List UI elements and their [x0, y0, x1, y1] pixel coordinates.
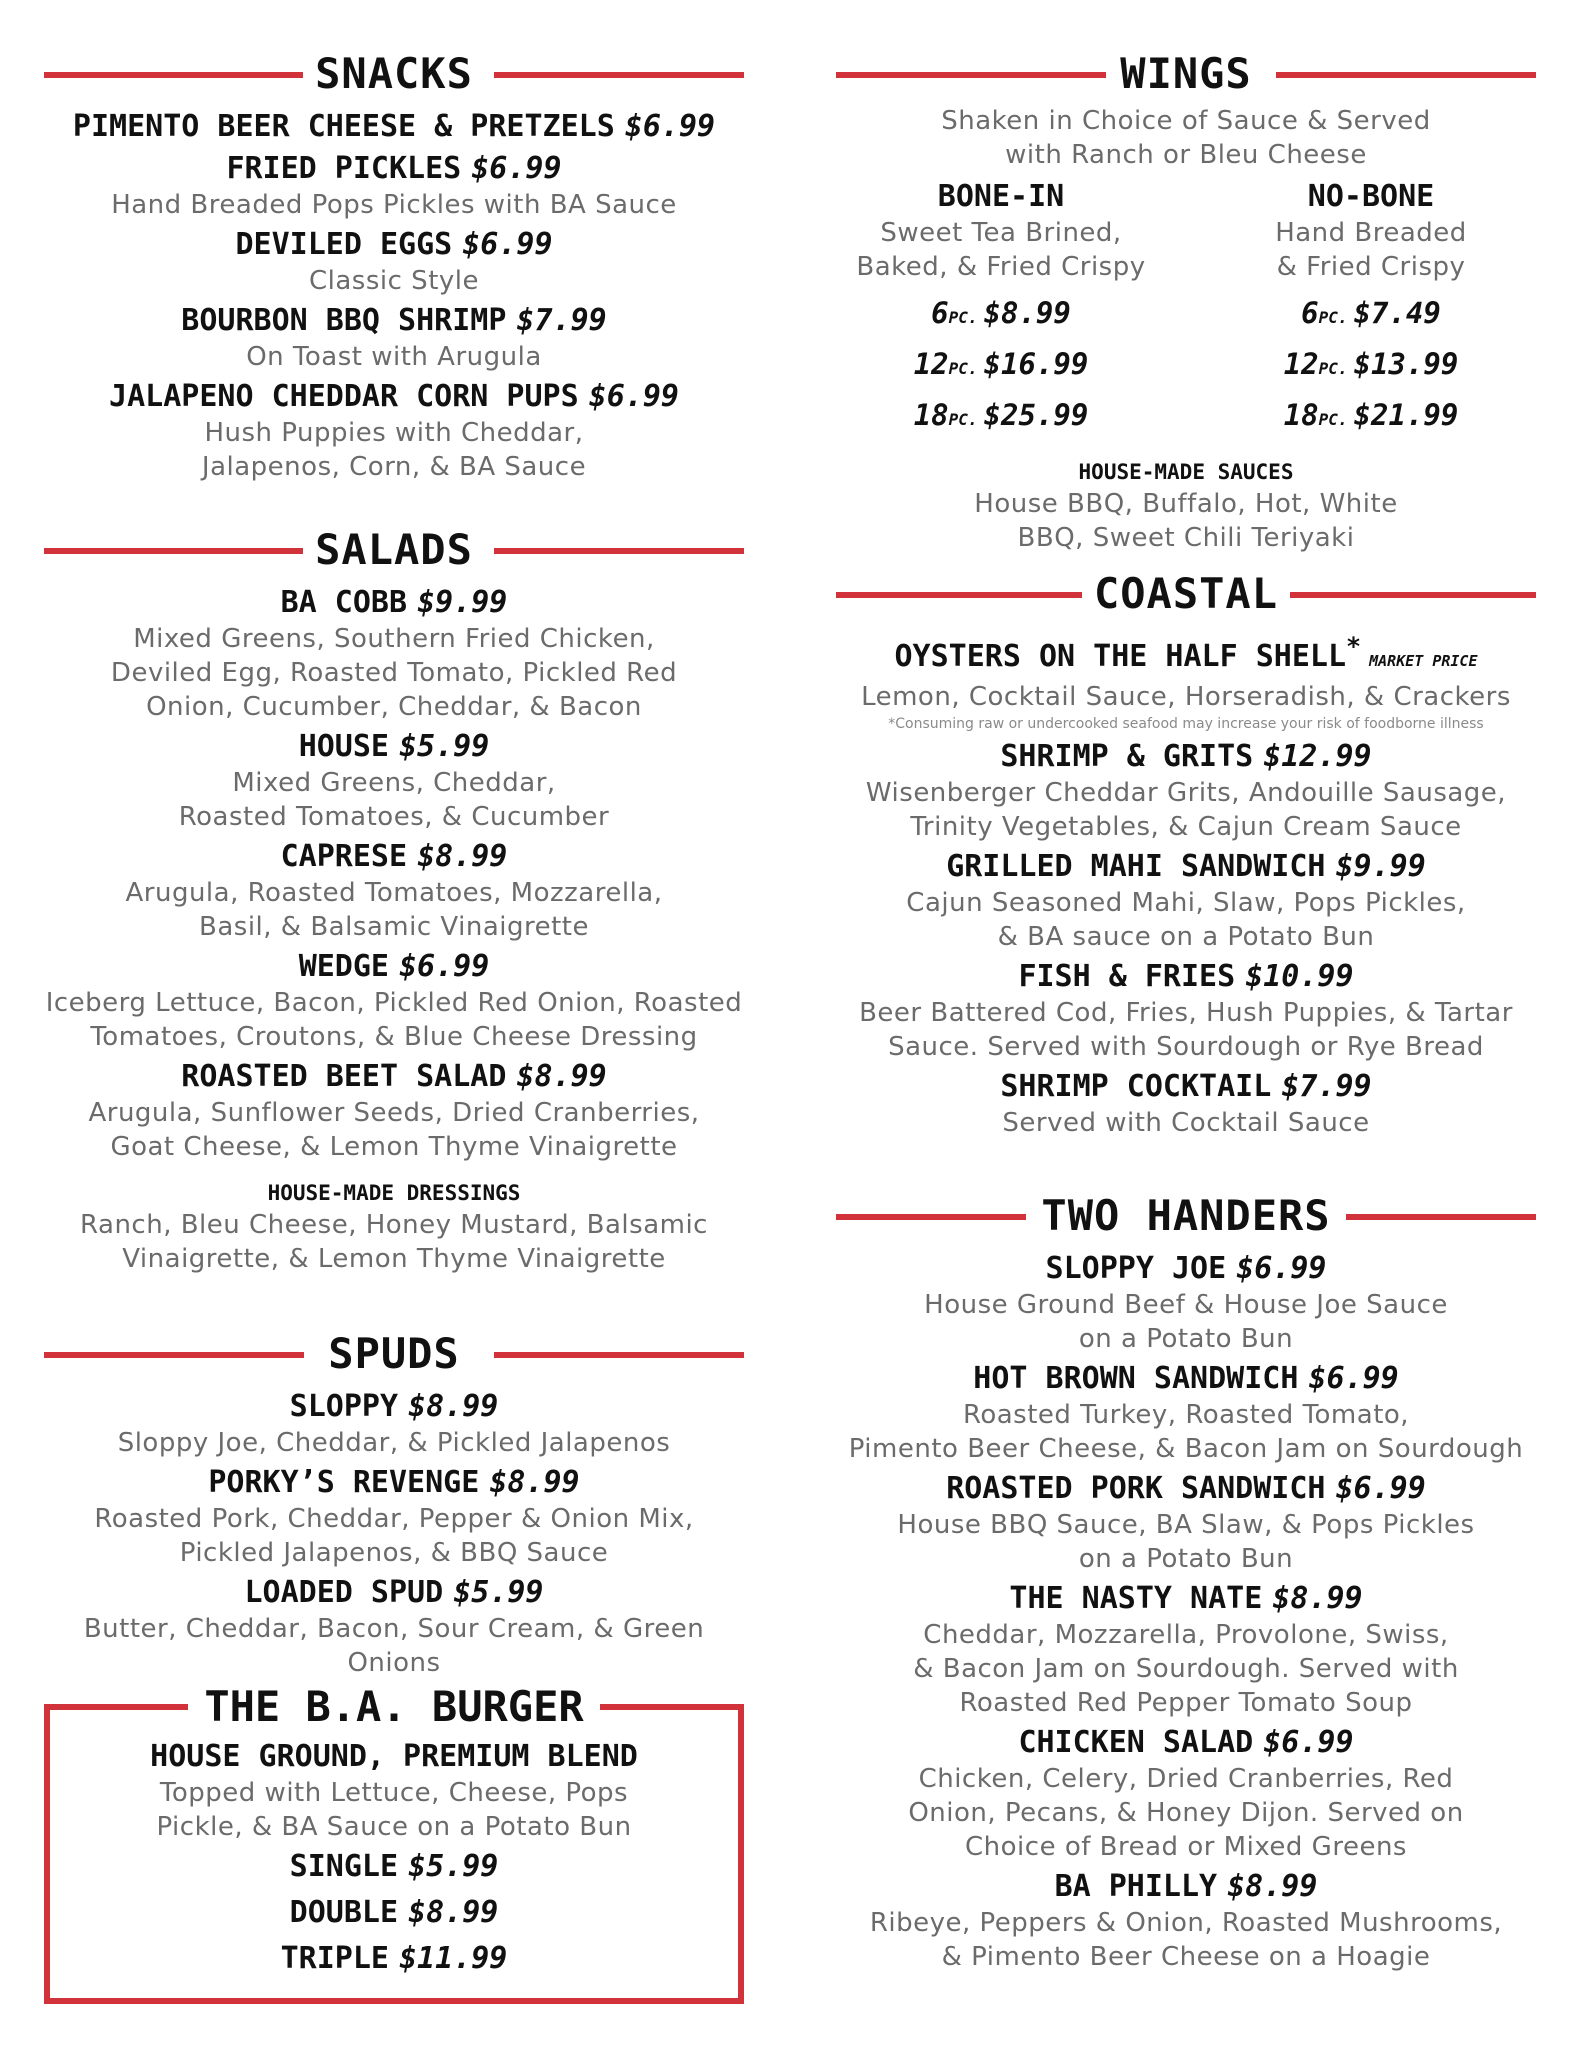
wings-title: WINGS [1108, 44, 1263, 104]
piece-unit: PC. [1318, 359, 1348, 378]
item-description: Sauce. Served with Sourdough or Rye Bread [888, 1032, 1484, 1062]
item-description: Classic Style [309, 266, 479, 296]
item-description: Arugula, Roasted Tomatoes, Mozzarella, [125, 878, 663, 908]
item-name: GRILLED MAHI SANDWICH [946, 849, 1326, 884]
header-rule-left [836, 72, 1106, 78]
item-description: Cajun Seasoned Mahi, Slaw, Pops Pickles, [906, 888, 1466, 918]
two-handers-title: TWO HANDERS [1029, 1186, 1342, 1246]
wings-intro: Shaken in Choice of Sauce & Served [941, 106, 1431, 136]
piece-count: 12 [1283, 347, 1319, 381]
piece-count: 18 [1283, 398, 1319, 432]
dressings-title: HOUSE-MADE DRESSINGS [267, 1181, 521, 1205]
menu-item [44, 584, 744, 724]
size-price: $11.99 [399, 1941, 508, 1976]
burger-description: Pickle, & BA Sauce on a Potato Bun [156, 1812, 632, 1842]
item-name: OYSTERS ON THE HALF SHELL [894, 639, 1347, 674]
item-description: Iceberg Lettuce, Bacon, Pickled Red Onion, Roasted [45, 988, 743, 1018]
item-name: THE NASTY NATE [1009, 1581, 1263, 1616]
menu-item [836, 848, 1536, 954]
item-name: CAPRESE [280, 839, 408, 874]
item-price: $12.99 [1263, 739, 1372, 774]
item-name: SHRIMP & GRITS [1000, 739, 1254, 774]
item-name: SHRIMP COCKTAIL [1000, 1069, 1272, 1104]
item-name: PIMENTO BEER CHEESE & PRETZELS [72, 109, 615, 144]
menu-item [44, 1464, 744, 1570]
bone-in-column [836, 178, 1166, 443]
menu-item [44, 728, 744, 834]
header-rule-left [44, 72, 304, 78]
burger-subtitle: HOUSE GROUND, PREMIUM BLEND [150, 1739, 638, 1774]
item-description: Mixed Greens, Southern Fried Chicken, [133, 624, 655, 654]
item-description: Roasted Pork, Cheddar, Pepper & Onion Mix, [94, 1504, 694, 1534]
header-rule-left [44, 1352, 304, 1358]
item-description: Wisenberger Cheddar Grits, Andouille Sausage, [865, 778, 1507, 808]
menu-item [44, 1574, 744, 1680]
item-name: CHICKEN SALAD [1018, 1725, 1254, 1760]
spuds-header [44, 1324, 744, 1384]
menu-item [44, 1388, 744, 1460]
item-price: $8.99 [408, 1389, 499, 1424]
item-name: FRIED PICKLES [226, 151, 462, 186]
menu-item [836, 1068, 1536, 1140]
item-description: Butter, Cheddar, Bacon, Sour Cream, & Green Onions [83, 1614, 705, 1678]
header-rule-right [1346, 1214, 1536, 1220]
item-name: SLOPPY [289, 1389, 399, 1424]
item-description: Deviled Egg, Roasted Tomato, Pickled Red [110, 658, 678, 688]
menu-item [836, 1250, 1536, 1356]
burger-size-single [44, 1844, 744, 1890]
no-bone-title: NO-BONE [1307, 179, 1435, 214]
menu-item [836, 738, 1536, 844]
item-price: $8.99 [1227, 1869, 1318, 1904]
header-rule-left [836, 1214, 1026, 1220]
item-description: Pickled Jalapenos, & BBQ Sauce [179, 1538, 609, 1568]
item-name: PORKY’S REVENGE [208, 1465, 480, 1500]
item-description: & BA sauce on a Potato Bun [997, 922, 1375, 952]
menu-item [836, 1580, 1536, 1720]
item-price: $6.99 [624, 109, 716, 144]
two-handers-section [836, 1186, 1536, 1974]
item-description: On Toast with Arugula [246, 342, 542, 372]
coastal-header [836, 564, 1536, 624]
item-name: DEVILED EGGS [235, 227, 453, 262]
piece-count: 6 [1301, 296, 1319, 330]
item-name: HOUSE [298, 729, 389, 764]
size-price: $16.99 [983, 347, 1089, 381]
item-description: Served with Cocktail Sauce [1002, 1108, 1370, 1138]
item-description: & Bacon Jam on Sourdough. Served with [913, 1654, 1459, 1684]
wing-size-row [836, 341, 1166, 392]
market-price-label: MARKET PRICE [1369, 652, 1478, 670]
item-description: Cheddar, Mozzarella, Provolone, Swiss, [923, 1620, 1449, 1650]
dressings-list: Ranch, Bleu Cheese, Honey Mustard, Balsamic [80, 1210, 708, 1240]
burger-header [44, 1680, 744, 1734]
piece-count: 18 [913, 398, 949, 432]
item-description: on a Potato Bun [1078, 1544, 1294, 1574]
item-price: $8.99 [417, 839, 508, 874]
size-price: $25.99 [983, 398, 1089, 432]
burger-title: THE B.A. BURGER [188, 1680, 599, 1734]
snacks-section [44, 44, 744, 484]
item-description: Ribeye, Peppers & Onion, Roasted Mushrooms, [869, 1908, 1503, 1938]
item-description: Onion, Cucumber, Cheddar, & Bacon [146, 692, 642, 722]
item-description: Pimento Beer Cheese, & Bacon Jam on Sourdough [848, 1434, 1524, 1464]
item-price: $8.99 [1272, 1581, 1363, 1616]
bone-in-description: Sweet Tea Brined, [880, 218, 1122, 248]
item-price: $6.99 [1236, 1251, 1327, 1286]
size-price: $21.99 [1353, 398, 1459, 432]
item-price: $6.99 [399, 949, 490, 984]
coastal-title: COASTAL [1082, 564, 1290, 624]
spuds-section [44, 1324, 744, 1680]
two-handers-header [836, 1186, 1536, 1246]
wings-intro: with Ranch or Bleu Cheese [1005, 140, 1367, 170]
menu-item [836, 1360, 1536, 1466]
item-description: Tomatoes, Croutons, & Blue Cheese Dressing [90, 1022, 698, 1052]
menu-item [836, 958, 1536, 1064]
item-description: Mixed Greens, Cheddar, [232, 768, 556, 798]
item-price: $5.99 [399, 729, 490, 764]
size-price: $8.99 [983, 296, 1071, 330]
item-price: $7.99 [516, 303, 607, 338]
header-rule-right [1276, 592, 1536, 598]
wing-size-row [1206, 290, 1536, 341]
item-description: Goat Cheese, & Lemon Thyme Vinaigrette [110, 1132, 678, 1162]
size-name: DOUBLE [289, 1895, 399, 1930]
item-name: ROASTED BEET SALAD [181, 1059, 507, 1094]
item-price: $8.99 [516, 1059, 607, 1094]
menu-item [836, 1724, 1536, 1864]
sauces-list: House BBQ, Buffalo, Hot, White [974, 489, 1398, 519]
item-name: WEDGE [298, 949, 389, 984]
coastal-section [836, 564, 1536, 1140]
item-price: $9.99 [417, 585, 508, 620]
wing-size-row [1206, 341, 1536, 392]
item-price: $6.99 [1263, 1725, 1354, 1760]
item-description: Roasted Red Pepper Tomato Soup [959, 1688, 1413, 1718]
item-description: Chicken, Celery, Dried Cranberries, Red [918, 1764, 1454, 1794]
menu-item [44, 838, 744, 944]
header-rule-right [1276, 72, 1536, 78]
bone-in-description: Baked, & Fried Crispy [856, 252, 1146, 282]
item-description: on a Potato Bun [1078, 1324, 1294, 1354]
item-price: $6.99 [1308, 1361, 1399, 1396]
spuds-title: SPUDS [316, 1324, 471, 1384]
wings-section [836, 44, 1536, 555]
menu-item [44, 150, 744, 222]
header-rule-left [44, 548, 304, 554]
no-bone-description: & Fried Crispy [1276, 252, 1466, 282]
piece-unit: PC. [1318, 308, 1348, 327]
salads-title: SALADS [303, 520, 485, 580]
item-name: BOURBON BBQ SHRIMP [181, 303, 507, 338]
item-name: BA PHILLY [1054, 1869, 1218, 1904]
menu-item [836, 1470, 1536, 1576]
size-price: $8.99 [408, 1895, 499, 1930]
size-price: $13.99 [1353, 347, 1459, 381]
item-description: Sloppy Joe, Cheddar, & Pickled Jalapenos [117, 1428, 671, 1458]
menu-item-oysters [836, 628, 1536, 734]
sauces-title: HOUSE-MADE SAUCES [1078, 460, 1294, 484]
no-bone-column [1206, 178, 1536, 443]
consumption-warning: *Consuming raw or undercooked seafood may increase your risk of foodborne illness [888, 716, 1484, 732]
piece-unit: PC. [948, 308, 978, 327]
item-price: $6.99 [462, 227, 553, 262]
menu-item [44, 378, 744, 484]
wing-size-row [836, 290, 1166, 341]
snacks-title: SNACKS [303, 44, 485, 104]
menu-item [836, 1868, 1536, 1974]
header-rule-right [494, 548, 744, 554]
item-name: FISH & FRIES [1018, 959, 1236, 994]
item-price: $9.99 [1335, 849, 1426, 884]
item-description: Trinity Vegetables, & Cajun Cream Sauce [910, 812, 1462, 842]
burger-description: Topped with Lettuce, Cheese, Pops [159, 1778, 629, 1808]
size-name: SINGLE [289, 1849, 399, 1884]
item-name: HOT BROWN SANDWICH [973, 1361, 1299, 1396]
item-description: Roasted Tomatoes, & Cucumber [178, 802, 610, 832]
sauces-list: BBQ, Sweet Chili Teriyaki [1017, 523, 1355, 553]
item-description: Hand Breaded Pops Pickles with BA Sauce [111, 190, 677, 220]
item-price: $6.99 [588, 379, 679, 414]
item-price: $10.99 [1245, 959, 1354, 994]
size-price: $7.49 [1353, 296, 1441, 330]
item-description: House BBQ Sauce, BA Slaw, & Pops Pickles [897, 1510, 1475, 1540]
item-description: Arugula, Sunflower Seeds, Dried Cranberries, [88, 1098, 700, 1128]
size-price: $5.99 [408, 1849, 499, 1884]
size-name: TRIPLE [280, 1941, 389, 1976]
menu-item [44, 948, 744, 1054]
item-description: Choice of Bread or Mixed Greens [965, 1832, 1407, 1862]
item-price: $5.99 [453, 1575, 544, 1610]
item-description: House Ground Beef & House Joe Sauce [924, 1290, 1448, 1320]
item-description: Jalapenos, Corn, & BA Sauce [201, 452, 587, 482]
item-description: Beer Battered Cod, Fries, Hush Puppies, & Tartar [859, 998, 1513, 1028]
burger-size-double [44, 1890, 744, 1936]
bone-in-title: BONE-IN [937, 179, 1065, 214]
header-rule-left [836, 592, 1106, 598]
no-bone-description: Hand Breaded [1275, 218, 1467, 248]
dressings-list: Vinaigrette, & Lemon Thyme Vinaigrette [122, 1244, 666, 1274]
item-price: $8.99 [489, 1465, 580, 1500]
menu-item [44, 108, 744, 146]
wing-options [836, 178, 1536, 443]
item-description: Roasted Turkey, Roasted Tomato, [962, 1400, 1410, 1430]
salads-section [44, 520, 744, 1276]
item-name: ROASTED PORK SANDWICH [946, 1471, 1326, 1506]
item-price: $6.99 [471, 151, 562, 186]
item-description: Hush Puppies with Cheddar, [204, 418, 584, 448]
item-price: $7.99 [1281, 1069, 1372, 1104]
wings-header [836, 44, 1536, 104]
snacks-header [44, 44, 744, 104]
item-name: BA COBB [280, 585, 408, 620]
piece-count: 6 [931, 296, 949, 330]
piece-unit: PC. [948, 359, 978, 378]
item-description: & Pimento Beer Cheese on a Hoagie [941, 1942, 1431, 1972]
item-name: JALAPENO CHEDDAR CORN PUPS [109, 379, 579, 414]
burger-body [44, 1738, 744, 1982]
wing-size-row [1206, 392, 1536, 443]
piece-unit: PC. [948, 410, 978, 429]
item-description: Lemon, Cocktail Sauce, Horseradish, & Crackers [861, 682, 1511, 712]
header-rule-right [494, 72, 744, 78]
menu-item [44, 226, 744, 298]
menu-item [44, 302, 744, 374]
piece-count: 12 [913, 347, 949, 381]
item-name: LOADED SPUD [244, 1575, 444, 1610]
menu-item [44, 1058, 744, 1164]
item-name: SLOPPY JOE [1045, 1251, 1227, 1286]
item-description: Onion, Pecans, & Honey Dijon. Served on [908, 1798, 1464, 1828]
item-price: $6.99 [1335, 1471, 1426, 1506]
asterisk-mark: * [1346, 632, 1362, 661]
header-rule-right [494, 1352, 744, 1358]
wing-size-row [836, 392, 1166, 443]
piece-unit: PC. [1318, 410, 1348, 429]
salads-header [44, 520, 744, 580]
burger-size-triple [44, 1936, 744, 1982]
item-description: Basil, & Balsamic Vinaigrette [199, 912, 589, 942]
